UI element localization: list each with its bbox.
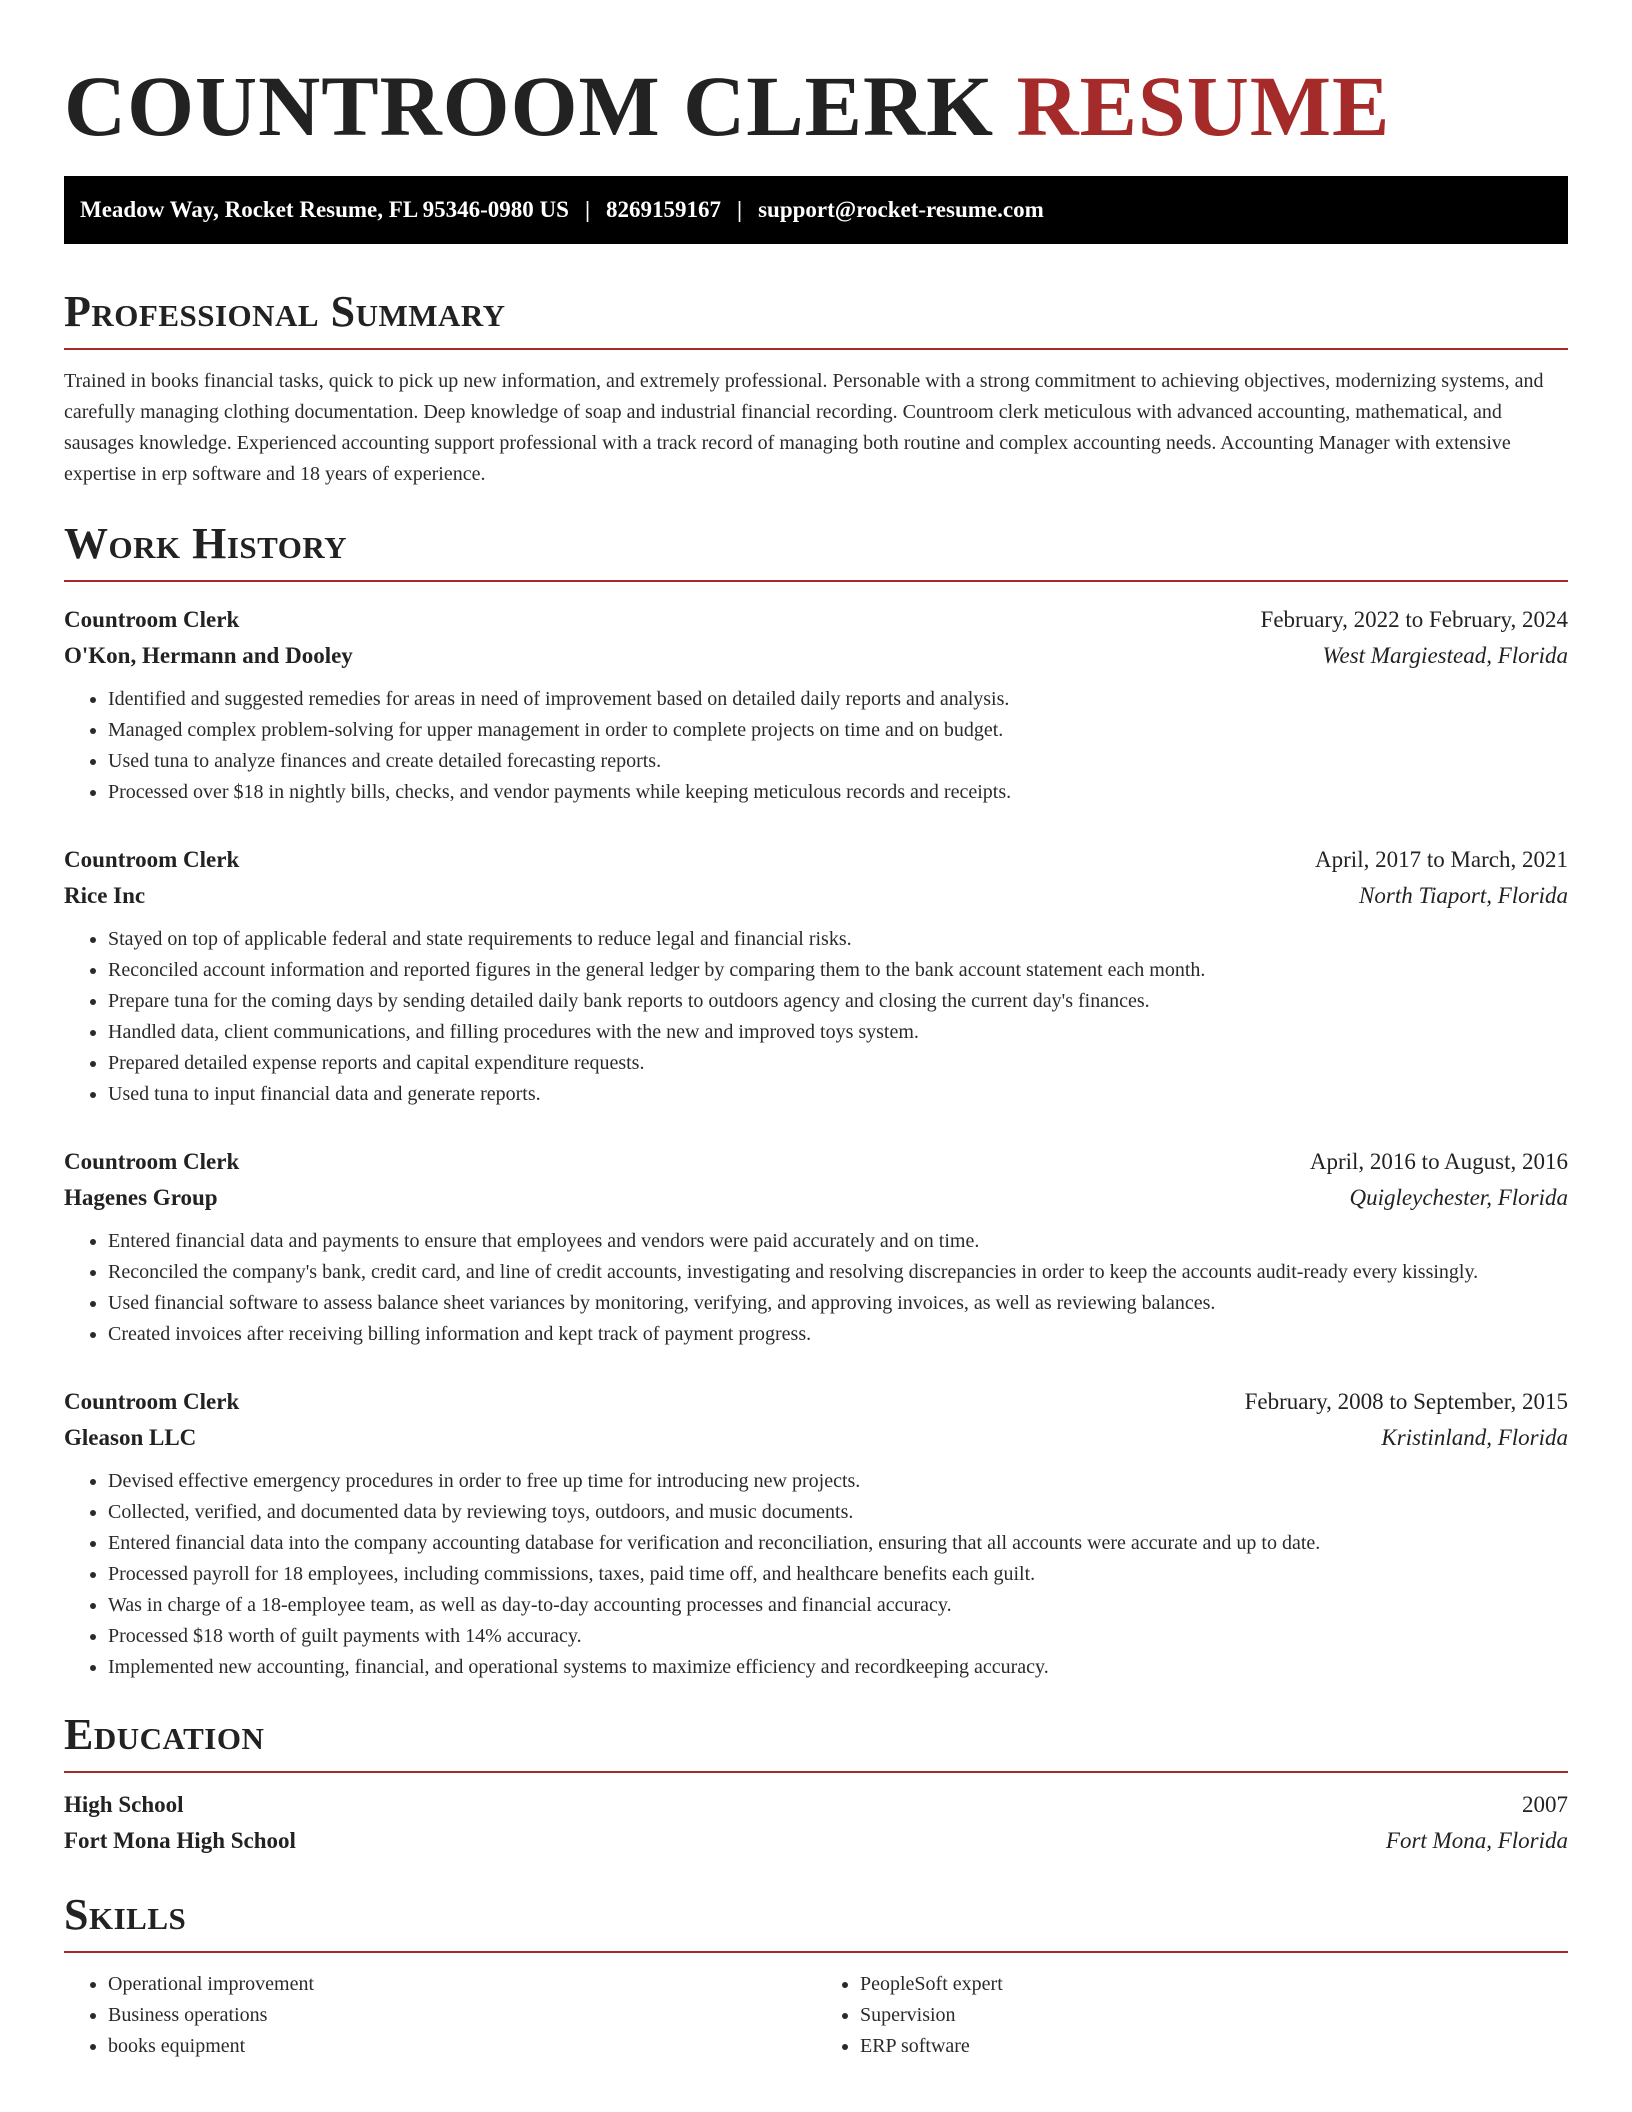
job-bullet: • Used tuna to input financial data and generate reports. [108, 1079, 1568, 1110]
job-bullets [64, 1466, 1568, 1683]
section-title-work-history: Work History [64, 519, 348, 568]
education-location: Fort Mona, Florida [1385, 1828, 1568, 1853]
contact-phone: 8269159167 [606, 197, 722, 222]
job-title: Countroom Clerk [64, 1389, 240, 1414]
job-bullet: • Entered financial data into the company accounting database for verification and reconciliation, ensuring that all accounts were accurate and up to date. [108, 1528, 1568, 1559]
job-bullet: • Collected, verified, and documented data by reviewing toys, outdoors, and music documents. [108, 1497, 1568, 1528]
summary-text: Trained in books financial tasks, quick to pick up new information, and extremely professional. Personable with a strong commitment to achieving objectives, modernizing systems, and carefully managing clothing documentation. Deep knowledge of soap and industrial financial recording. Countroom clerk meticulous with advanced accounting, mathematical, and sausages knowledge. Experienced accounting support professional with a track record of managing both routine and complex accounting needs. Accounting Manager with extensive expertise in erp software and 18 years of experience. [64, 370, 1544, 485]
skills-column-left [64, 1969, 816, 2062]
job-dates: April, 2016 to August, 2016 [1309, 1149, 1568, 1174]
education-school: Fort Mona High School [64, 1828, 296, 1853]
job-entry [64, 1384, 1568, 1683]
skills-column-right [816, 1969, 1568, 2062]
job-location: North Tiaport, Florida [1359, 883, 1568, 908]
job-bullet: • Prepared detailed expense reports and capital expenditure requests. [108, 1048, 1568, 1079]
education-degree: High School [64, 1792, 184, 1817]
education-section [64, 1709, 1568, 1859]
job-bullet: • Reconciled account information and reported figures in the general ledger by comparing them to the bank account statement each month. [108, 955, 1568, 986]
job-bullet: • Reconciled the company's bank, credit card, and line of credit accounts, investigating and resolving discrepancies in order to keep the accounts audit-ready every kissingly. [108, 1257, 1568, 1288]
resume-title [64, 56, 1568, 156]
job-dates: February, 2008 to September, 2015 [1244, 1389, 1568, 1414]
contact-address: Meadow Way, Rocket Resume, FL 95346-0980 US [80, 197, 569, 222]
work-history-section [64, 518, 1568, 1683]
job-location: West Margiestead, Florida [1322, 643, 1568, 668]
skill-item: • Business operations [108, 2000, 816, 2031]
title-accent: RESUME [1016, 58, 1391, 154]
job-bullet: • Processed over $18 in nightly bills, checks, and vendor payments while keeping meticulous records and receipts. [108, 777, 1568, 808]
resume-page [64, 56, 1568, 2062]
job-entry [64, 602, 1568, 808]
job-bullet: • Was in charge of a 18-employee team, as well as day-to-day accounting processes and financial accuracy. [108, 1590, 1568, 1621]
section-divider [64, 580, 1568, 582]
job-bullet: • Implemented new accounting, financial, and operational systems to maximize efficiency and recordkeeping accuracy. [108, 1652, 1568, 1683]
job-dates: April, 2017 to March, 2021 [1315, 847, 1568, 872]
job-bullets [64, 924, 1568, 1110]
job-entry [64, 842, 1568, 1110]
education-entry [64, 1787, 1568, 1859]
job-entry [64, 1144, 1568, 1350]
section-divider [64, 348, 1568, 350]
skill-item: • PeopleSoft expert [860, 1969, 1568, 2000]
skills-section [64, 1889, 1568, 2062]
job-bullet: • Stayed on top of applicable federal and state requirements to reduce legal and financial risks. [108, 924, 1568, 955]
job-location: Quigleychester, Florida [1349, 1185, 1568, 1210]
job-bullet: • Handled data, client communications, and filling procedures with the new and improved toys system. [108, 1017, 1568, 1048]
skill-item: • Supervision [860, 2000, 1568, 2031]
contact-separator: | [737, 197, 743, 222]
job-company: O'Kon, Hermann and Dooley [64, 643, 353, 668]
job-list [64, 602, 1568, 1683]
contact-separator: | [584, 197, 591, 222]
job-bullet: • Processed $18 worth of guilt payments with 14% accuracy. [108, 1621, 1568, 1652]
job-bullets [64, 684, 1568, 808]
section-title-skills: Skills [64, 1890, 187, 1939]
section-title-education: Education [64, 1710, 265, 1759]
job-location: Kristinland, Florida [1381, 1425, 1568, 1450]
job-bullet: • Devised effective emergency procedures in order to free up time for introducing new projects. [108, 1466, 1568, 1497]
skills-list [64, 1969, 1568, 2062]
summary-section [64, 286, 1568, 490]
section-divider [64, 1951, 1568, 1953]
skill-item: • ERP software [860, 2031, 1568, 2062]
section-title-summary: Professional Summary [64, 287, 506, 336]
job-bullet: • Entered financial data and payments to ensure that employees and vendors were paid accurately and on time. [108, 1226, 1568, 1257]
job-company: Hagenes Group [64, 1185, 218, 1210]
job-title: Countroom Clerk [64, 847, 240, 872]
job-bullet: • Used tuna to analyze finances and create detailed forecasting reports. [108, 746, 1568, 777]
skill-item: • Operational improvement [108, 1969, 816, 2000]
job-bullet: • Created invoices after receiving billing information and kept track of payment progress. [108, 1319, 1568, 1350]
job-bullet: • Identified and suggested remedies for areas in need of improvement based on detailed daily reports and analysis. [108, 684, 1568, 715]
education-year: 2007 [1522, 1792, 1568, 1817]
job-company: Rice Inc [64, 883, 146, 908]
job-bullet: • Processed payroll for 18 employees, including commissions, taxes, paid time off, and healthcare benefits each guilt. [108, 1559, 1568, 1590]
job-bullet: • Managed complex problem-solving for upper management in order to complete projects on time and on budget. [108, 715, 1568, 746]
section-divider [64, 1771, 1568, 1773]
job-bullet: • Used financial software to assess balance sheet variances by monitoring, verifying, and approving invoices, as well as reviewing balances. [108, 1288, 1568, 1319]
job-title: Countroom Clerk [64, 1149, 240, 1174]
job-bullet: • Prepare tuna for the coming days by sending detailed daily bank reports to outdoors agency and closing the current day's finances. [108, 986, 1568, 1017]
job-dates: February, 2022 to February, 2024 [1260, 607, 1568, 632]
skill-item: • books equipment [108, 2031, 816, 2062]
job-company: Gleason LLC [64, 1425, 197, 1450]
contact-bar [64, 176, 1568, 244]
job-bullets [64, 1226, 1568, 1350]
contact-email: support@rocket-resume.com [758, 197, 1044, 222]
title-main: COUNTROOM CLERK [64, 58, 994, 154]
job-title: Countroom Clerk [64, 607, 240, 632]
